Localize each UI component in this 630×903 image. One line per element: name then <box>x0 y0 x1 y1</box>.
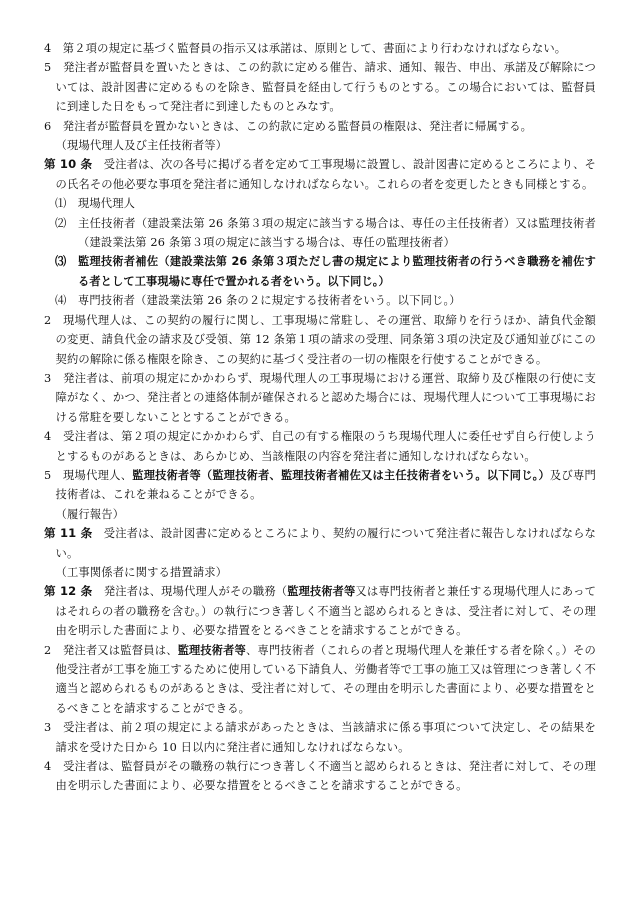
article-number: 第 12 条 <box>44 584 93 599</box>
paragraph-item-5b <box>44 466 596 505</box>
paragraph-item-4b: 4 受注者は、第２項の規定にかかわらず、自己の有する権限のうち現場代理人に委任せず自ら行使しようとするものがあるときは、あらかじめ、当該権限の内容を発注者に通知しなければならない。 <box>44 430 596 463</box>
item-bold: 監理技術者等 <box>177 643 246 657</box>
item-bold: 監理技術者等（監理技術者、監理技術者補佐又は主任技術者をいう。以下同じ。） <box>132 468 550 482</box>
sub-item-2: ⑵ 主任技術者（建設業法第 26 条第３項の規定に該当する場合は、専任の主任技術者）又は監理技術者（建設業法第 26 条第３項の規定に該当する場合は、専任の監理技術者） <box>55 216 596 250</box>
article-lead: 発注者は、現場代理人がその職務（ <box>92 585 288 599</box>
paragraph-item-4c: 4 受注者は、監督員がその職務の執行につき著しく不適当と認められるときは、発注者に対して、その理由を明示した書面により、必要な措置をとるべきことを請求することができる。 <box>44 760 596 793</box>
paragraph-item-2: 2 現場代理人は、この契約の履行に関し、工事現場に常駐し、その運営、取締りを行うほか、請負代金額の変更、請負代金の請求及び受領、第 12 条第１項の請求の受理、同条第３項の決定及び通知並びにこの契約の解除に係る権限を除き、この契約に基づく受注者の一切の権限を行使することができる。 <box>44 313 596 366</box>
article-12 <box>44 582 596 640</box>
article-10 <box>44 155 596 194</box>
article-bold: 監理技術者等 <box>287 585 356 599</box>
sub-item-3: ⑶ 監理技術者補佐（建設業法第 26 条第３項ただし書の規定により監理技術者の行うべき職務を補佐する者として工事現場に専任で置かれる者をいう。以下同じ。） <box>55 255 596 288</box>
article-text: 受注者は、次の各号に掲げる者を定めて工事現場に設置し、設計図書に定めるところにより、その氏名その他必要な事項を発注者に通知しなければならない。これらの者を変更したときも同様とする。 <box>55 158 596 191</box>
article-tail: 又は専門技術者と兼任する現場代理人にあってはそれらの者の職務を含む。）の執行につき著しく不適当と認められるときは、受注者に対して、その理由を明示した書面により、必要な措置をとるべきことを請求することができる。 <box>55 585 597 638</box>
article-caption: （履行報告） <box>55 507 125 521</box>
article-11 <box>44 524 596 563</box>
item-lead: 5 現場代理人、 <box>44 468 133 482</box>
article-caption: （現場代理人及び主任技術者等） <box>55 139 228 153</box>
paragraph-item-3b: 3 受注者は、前２項の規定による請求があったときは、当該請求に係る事項について決定し、その結果を請求を受けた日から 10 日以内に発注者に通知しなければならない。 <box>44 721 596 754</box>
article-caption: （工事関係者に関する措置請求） <box>55 565 228 579</box>
article-number: 第 11 条 <box>44 526 93 541</box>
item-tail: 、専門技術者（これらの者と現場代理人を兼任する者を除く。）その他受注者が工事を施工するために使用している下請負人、労働者等で工事の施工又は管理につき著しく不適当と認められるものがあるときは、受注者に対して、その理由を明示した書面により、必要な措置をとるべきことを請求することができる。 <box>55 643 596 715</box>
paragraph-item-6: 6 発注者が監督員を置かないときは、この約款に定める監督員の権限は、発注者に帰属する。 <box>44 119 533 133</box>
document-page <box>44 39 596 796</box>
sub-item-1: ⑴ 現場代理人 <box>55 197 136 211</box>
paragraph-item-2b <box>44 641 596 719</box>
paragraph-item-3: 3 発注者は、前項の規定にかかわらず、現場代理人の工事現場における運営、取締り及び権限の行使に支障がなく、かつ、発注者との連絡体制が確保されると認めた場合には、現場代理人について工事現場における常駐を要しないこととすることができる。 <box>44 371 596 424</box>
paragraph-item-5: 5 発注者が監督員を置いたときは、この約款に定める催告、請求、通知、報告、申出、承諾及び解除については、設計図書に定めるものを除き、監督員を経由して行うものとする。この場合においては、監督員に到達した日をもって発注者に到達したものとみなす。 <box>44 61 596 114</box>
item-tail: 及び専門技術者は、これを兼ねることができる。 <box>55 468 596 502</box>
paragraph-item-4: 4 第２項の規定に基づく監督員の指示又は承諾は、原則として、書面により行わなければならない。 <box>44 42 567 55</box>
article-number: 第 10 条 <box>44 157 93 172</box>
article-text: 受注者は、設計図書に定めるところにより、契約の履行について発注者に報告しなければならない。 <box>55 527 596 560</box>
item-lead: 2 発注者又は監督員は、 <box>44 643 178 657</box>
sub-item-4: ⑷ 専門技術者（建設業法第 26 条の２に規定する技術者をいう。以下同じ。） <box>55 294 461 308</box>
